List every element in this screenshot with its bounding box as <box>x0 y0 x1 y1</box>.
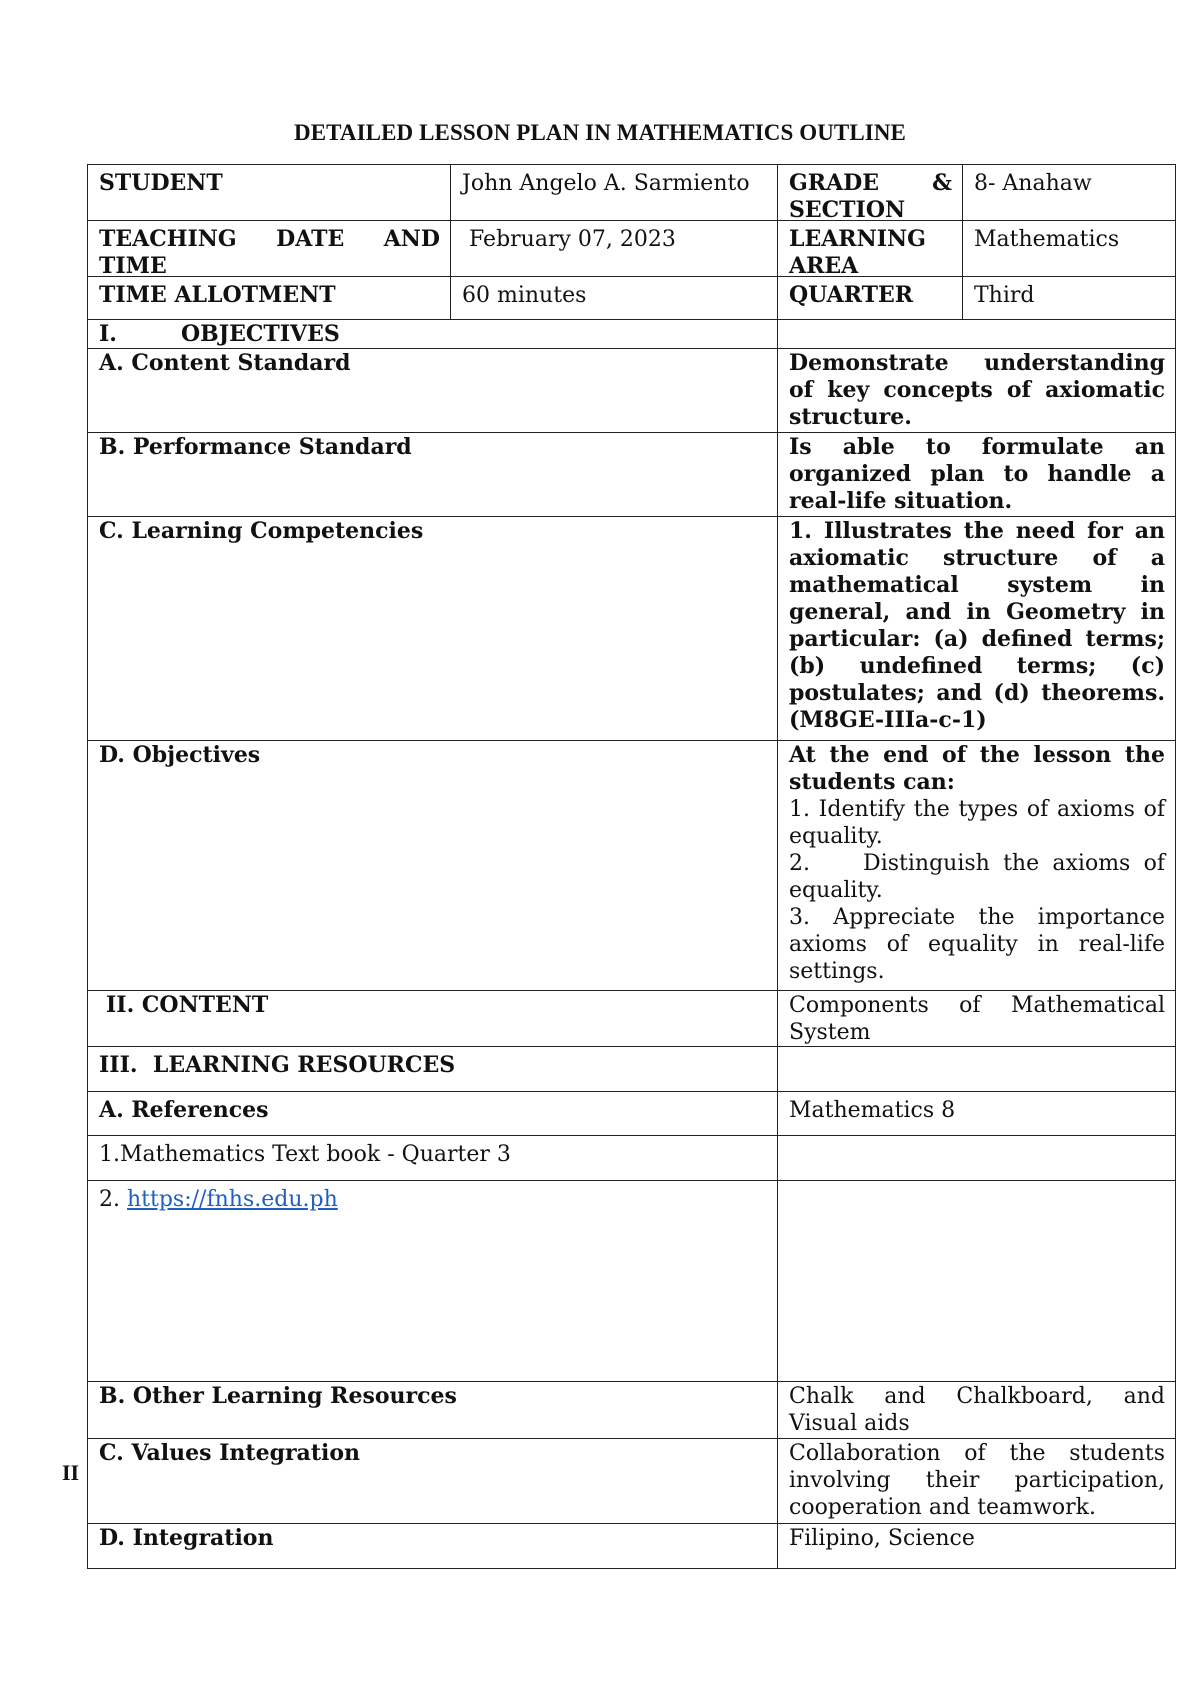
time-allotment-value: 60 minutes <box>462 283 587 308</box>
content-standard-value: Demonstrate understanding of key concepts of axiomatic structure. <box>789 350 1165 430</box>
learning-area-label: LEARNING AREA <box>789 226 926 276</box>
content-label: II. CONTENT <box>106 992 269 1018</box>
student-value: John Angelo A. Sarmiento <box>462 171 750 196</box>
objective-item: 2. Distinguish the axioms of equality. <box>789 851 1172 903</box>
reference-item: 1.Mathematics Text book - Quarter 3 <box>99 1142 511 1167</box>
integration-label: D. Integration <box>99 1525 274 1551</box>
objectives-list <box>778 740 1175 990</box>
quarter-value: Third <box>974 283 1035 308</box>
teaching-date-label: TEACHING DATE AND TIME <box>99 226 440 276</box>
references-label: A. References <box>99 1097 269 1123</box>
objective-item: 1. Identify the types of axioms of equality. <box>789 797 1165 849</box>
objectives-label: D. Objectives <box>99 742 261 768</box>
objective-item: 3. Appreciate the importance axioms of equality in real-life settings. <box>789 905 1165 984</box>
other-resources-value: Chalk and Chalkboard, and Visual aids <box>789 1384 1165 1436</box>
objectives-intro: At the end of the lesson the students can: <box>789 742 1165 795</box>
reference-item-link-row <box>88 1180 777 1381</box>
time-allotment-label: TIME ALLOTMENT <box>99 282 336 308</box>
objectives-section-number: I. <box>99 321 117 347</box>
content-standard-label: A. Content Standard <box>99 350 351 376</box>
performance-standard-label: B. Performance Standard <box>99 434 412 460</box>
quarter-label: QUARTER <box>789 282 914 308</box>
learning-area-value: Mathematics <box>974 227 1120 252</box>
reference-item-number: 2. <box>99 1187 120 1212</box>
learning-competencies-label: C. Learning Competencies <box>99 518 424 544</box>
other-resources-label: B. Other Learning Resources <box>99 1383 457 1409</box>
values-integration-value: Collaboration of the students involving their participation, cooperation and teamwork. <box>789 1441 1165 1520</box>
content-value: Components of Mathematical System <box>789 993 1165 1045</box>
teaching-date-value: February 07, 2023 <box>469 227 676 252</box>
integration-value: Filipino, Science <box>789 1526 975 1551</box>
values-integration-label: C. Values Integration <box>99 1440 361 1466</box>
grade-section-value: 8- Anahaw <box>974 171 1092 196</box>
performance-standard-value: Is able to formulate an organized plan to handle a real-life situation. <box>789 434 1165 514</box>
learning-competencies-value: 1. Illustrates the need for an axiomatic structure of a mathematical system in general, and in Geometry in particular: (a) defined terms; (b) undefined terms; (c) postulates; and (d) theorems. (M8GE-IIIa-c-1) <box>789 518 1165 733</box>
references-value: Mathematics 8 <box>789 1098 956 1123</box>
student-label: STUDENT <box>99 170 223 196</box>
page-title: DETAILED LESSON PLAN IN MATHEMATICS OUTLINE <box>294 120 906 145</box>
grade-section-label: GRADE & SECTION <box>789 170 952 220</box>
learning-resources-heading: III. LEARNING RESOURCES <box>99 1052 456 1078</box>
margin-mark: II <box>62 1460 80 1485</box>
reference-link[interactable]: https://fnhs.edu.ph <box>127 1187 338 1212</box>
objectives-section-title: OBJECTIVES <box>180 321 340 347</box>
objectives-section-heading <box>88 319 777 348</box>
